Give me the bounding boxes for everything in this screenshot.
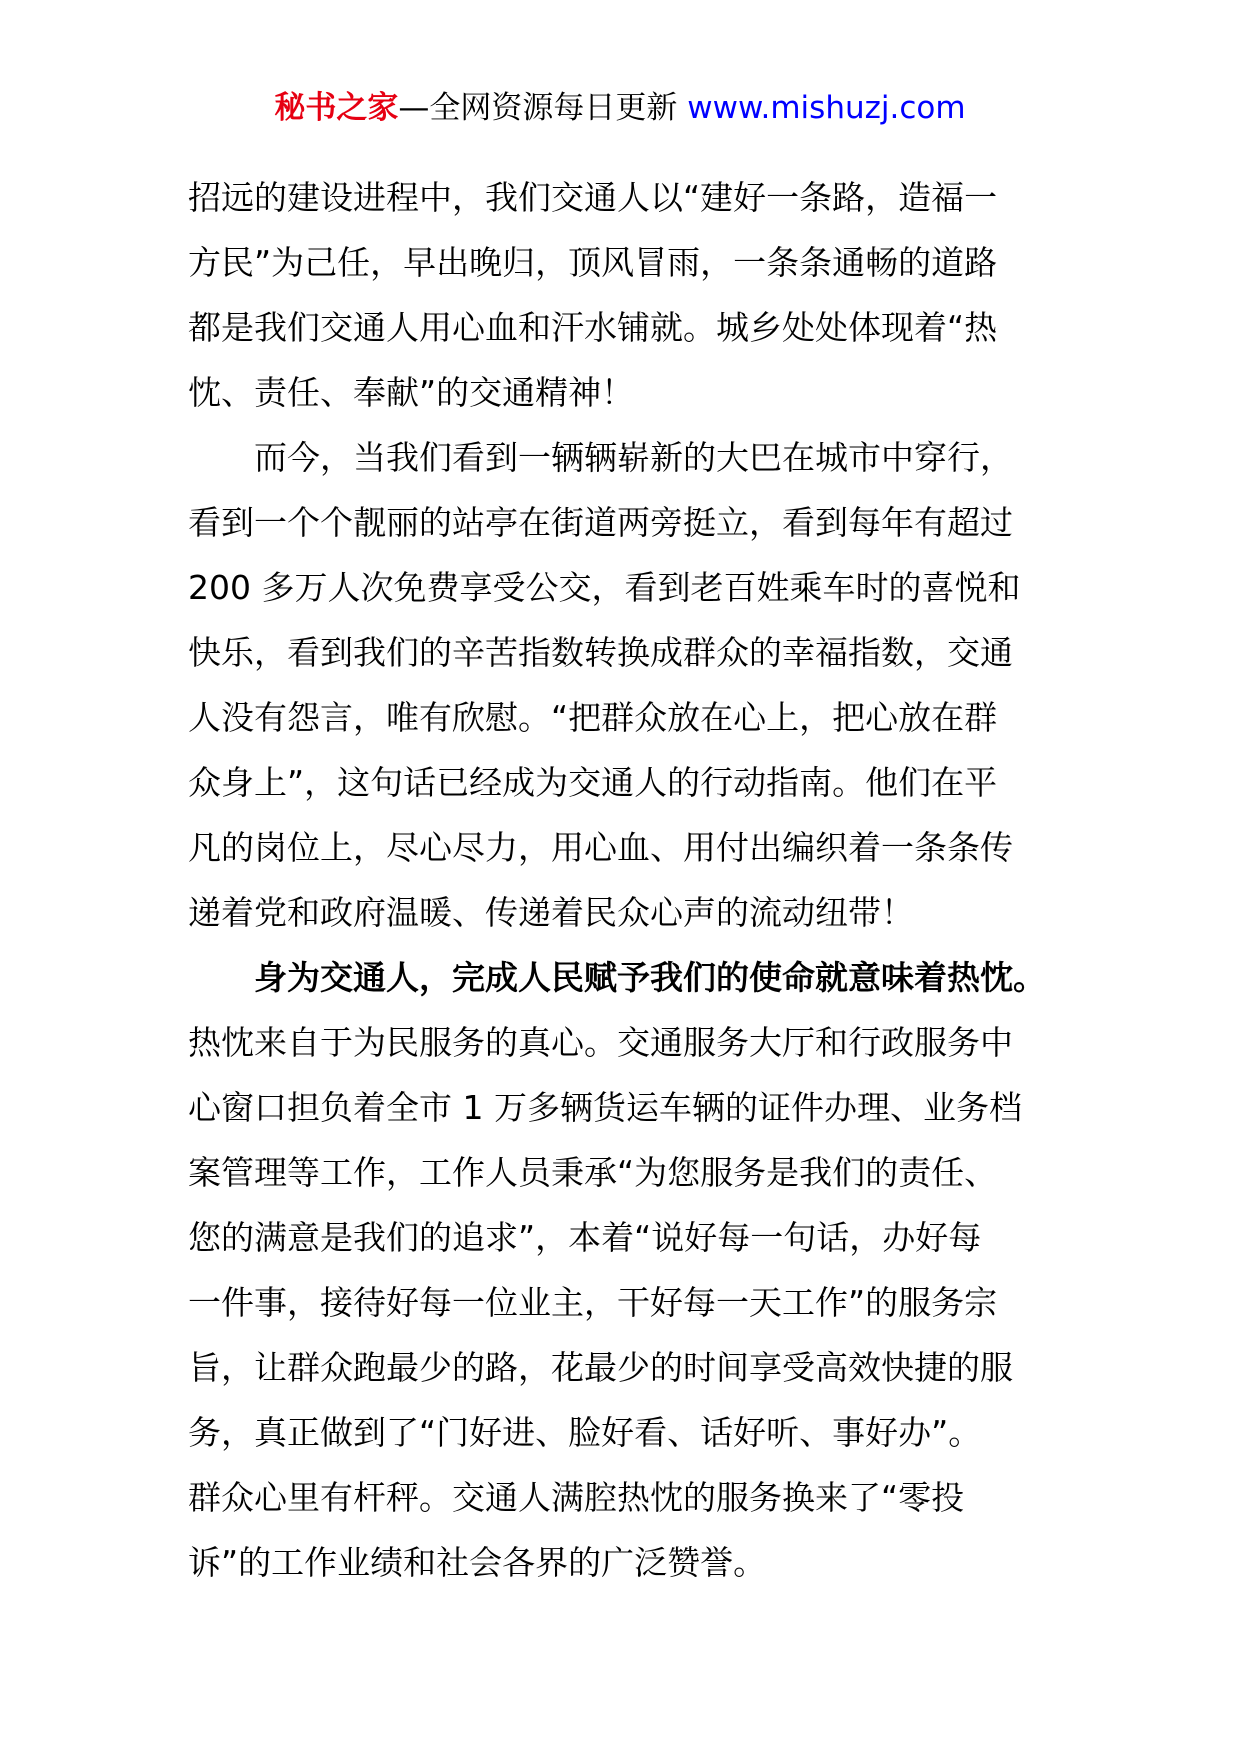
text-line: 心窗口担负着全市 1 万多辆货运车辆的证件办理、业务档 xyxy=(188,1088,1022,1127)
header-brand: 秘书之家 xyxy=(274,90,399,126)
text-line: 众身上”，这句话已经成为交通人的行动指南。他们在平 xyxy=(188,763,998,802)
text-line: 案管理等工作，工作人员秉承“为您服务是我们的责任、 xyxy=(188,1153,998,1192)
text-line: 忱、责任、奉献”的交通精神！ xyxy=(188,373,635,412)
text-line: 看到一个个靓丽的站亭在街道两旁挺立，看到每年有超过 xyxy=(188,503,1013,542)
header-url[interactable]: www.mishuzj.com xyxy=(687,90,966,126)
text-line: 热忱来自于为民服务的真心。交通服务大厅和行政服务中 xyxy=(188,1023,1013,1062)
page-header xyxy=(0,88,1240,128)
text-line: 200 多万人次免费享受公交，看到老百姓乘车时的喜悦和 xyxy=(188,568,1021,607)
body-text xyxy=(188,165,1046,1595)
header-tagline: —全网资源每日更新 xyxy=(398,90,688,126)
paragraph-start-line: 而今，当我们看到一辆辆崭新的大巴在城市中穿行， xyxy=(254,438,1013,477)
text-line: 旨，让群众跑最少的路，花最少的时间享受高效快捷的服 xyxy=(188,1348,1013,1387)
text-line: 一件事，接待好每一位业主，干好每一天工作”的服务宗 xyxy=(188,1283,998,1322)
text-line: 人没有怨言，唯有欣慰。“把群众放在心上，把心放在群 xyxy=(188,698,998,737)
text-line: 您的满意是我们的追求”，本着“说好每一句话，办好每 xyxy=(188,1218,982,1257)
text-line: 快乐，看到我们的辛苦指数转换成群众的幸福指数，交通 xyxy=(188,633,1013,672)
text-line: 方民”为己任，早出晚归，顶风冒雨，一条条通畅的道路 xyxy=(188,243,998,282)
text-line: 递着党和政府温暖、传递着民众心声的流动纽带！ xyxy=(188,893,914,932)
text-line: 群众心里有杆秤。交通人满腔热忱的服务换来了“零投 xyxy=(188,1478,965,1517)
text-line: 招远的建设进程中，我们交通人以“建好一条路，造福一 xyxy=(188,178,998,217)
text-line: 都是我们交通人用心血和汗水铺就。城乡处处体现着“热 xyxy=(188,308,998,347)
text-line: 务，真正做到了“门好进、脸好看、话好听、事好办”。 xyxy=(188,1413,982,1452)
text-line: 诉”的工作业绩和社会各界的广泛赞誉。 xyxy=(188,1543,767,1582)
text-line: 凡的岗位上，尽心尽力，用心血、用付出编织着一条条传 xyxy=(188,828,1013,867)
bold-heading-line: 身为交通人，完成人民赋予我们的使命就意味着热忱。 xyxy=(254,958,1046,997)
